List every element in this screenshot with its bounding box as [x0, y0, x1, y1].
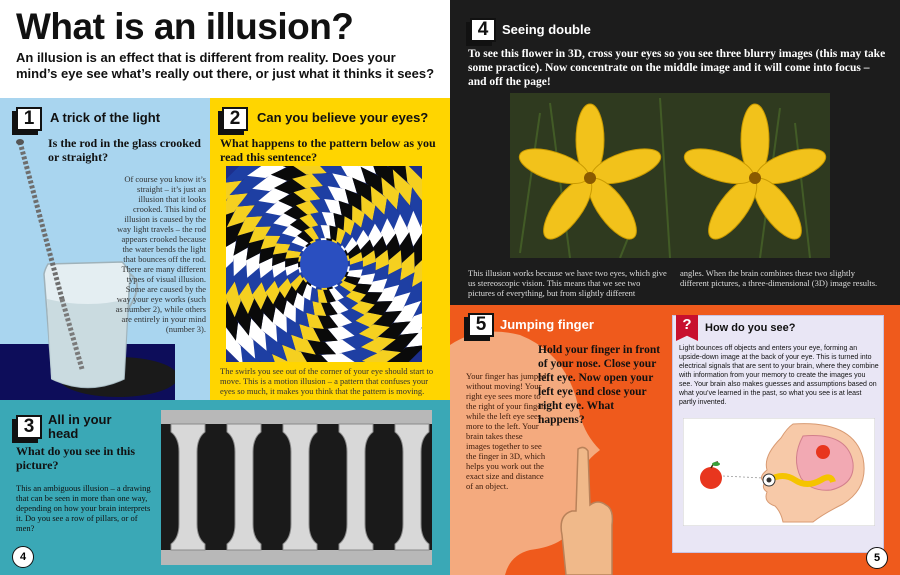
section-5-number: 5	[468, 313, 494, 337]
page-title: What is an illusion?	[16, 6, 354, 47]
page-number-right: 5	[866, 547, 888, 569]
page-number-left: 4	[12, 546, 34, 568]
section-2-body: The swirls you see out of the corner of your eye should start to move. This is a motion illusion – a pattern that confuses your eyes so much, it makes you think that the pattern is moving.	[220, 366, 434, 396]
section-2-number: 2	[222, 107, 248, 131]
pillars-or-men-image	[161, 410, 432, 565]
section-3-panel	[0, 400, 450, 575]
question-mark-icon: ?	[682, 316, 692, 333]
pointing-finger-image	[554, 445, 620, 575]
section-5-panel	[450, 305, 900, 575]
section-3-number: 3	[16, 415, 42, 439]
section-5-instruction: Hold your finger in front of your nose. Close your left eye. Now open your left eye and close your right eye. What happens?	[538, 344, 661, 426]
section-3-body: This an ambiguous illusion – a drawing that can be seen in more than one way, depending on how your brain interprets it. Do you see a row of pillars, or of men?	[16, 483, 151, 533]
how-do-you-see-title: How do you see?	[705, 322, 796, 334]
section-4-intro: To see this flower in 3D, cross your eyes so you see three blurry images (this may take some practice). Now concentrate on the middle image and it will come into focus – and off the page!	[468, 48, 886, 88]
section-5-title: Jumping finger	[500, 317, 594, 332]
motion-illusion-pattern	[226, 166, 422, 362]
how-do-you-see-box	[672, 315, 884, 553]
section-1-question: Is the rod in the glass crooked or straight?	[48, 136, 201, 164]
section-4-panel	[450, 0, 900, 305]
section-4-number: 4	[470, 18, 496, 42]
eye-brain-diagram	[683, 418, 875, 526]
intro-text: An illusion is an effect that is different from reality. Does your mind’s eye see what’s really out there, or just what it thinks it sees?	[16, 50, 435, 81]
section-3-question: What do you see in this picture?	[16, 444, 136, 472]
how-do-you-see-body: Light bounces off objects and enters your eye, forming an upside-down image at the back of your eye. This is turned into electrical signals that are sent to your brain, where they combine with information from your memory to create the images you see. Your brain also makes guesses and assumptions based on what you’ve learned in the past, so what you see is at least partly invented.	[679, 345, 879, 406]
section-1-body: Of course you know it’s straight – it’s just an illusion that it looks crooked. This kind of illusion is caused by the way light travels – the rod appears crooked because the water bends the light that bounces off the rod. There are many different types of visual illusion. Some are caused by the way your eye works (such as number 2), while others are entirely in your mind (number 3).	[115, 174, 206, 334]
section-1-panel	[0, 98, 210, 400]
section-4-body-right: angles. When the brain combines these two slightly different pictures, a three-dimensional (3D) image results.	[680, 268, 878, 288]
section-3-title: All in your head	[48, 412, 112, 441]
stereo-flower-image	[510, 93, 830, 258]
section-2-title: Can you believe your eyes?	[257, 110, 429, 125]
section-1-title: A trick of the light	[50, 110, 161, 125]
section-2-panel	[210, 98, 450, 400]
swirl-center	[300, 240, 348, 288]
section-4-body-left: This illusion works because we have two eyes, which give us stereoscopic vision. This means that we see two pictures of everything, but from slightly different	[468, 268, 667, 298]
section-2-question: What happens to the pattern below as you read this sentence?	[220, 136, 436, 164]
section-1-number: 1	[16, 107, 42, 131]
section-5-body: Your finger has jumped without moving! Your right eye sees more to the right of your finger, while the left eye sees more to the left. Your brain takes these images together to see the finger in 3D, which helps you work out the exact size and distance of an object.	[466, 371, 547, 491]
section-4-title: Seeing double	[502, 22, 591, 37]
